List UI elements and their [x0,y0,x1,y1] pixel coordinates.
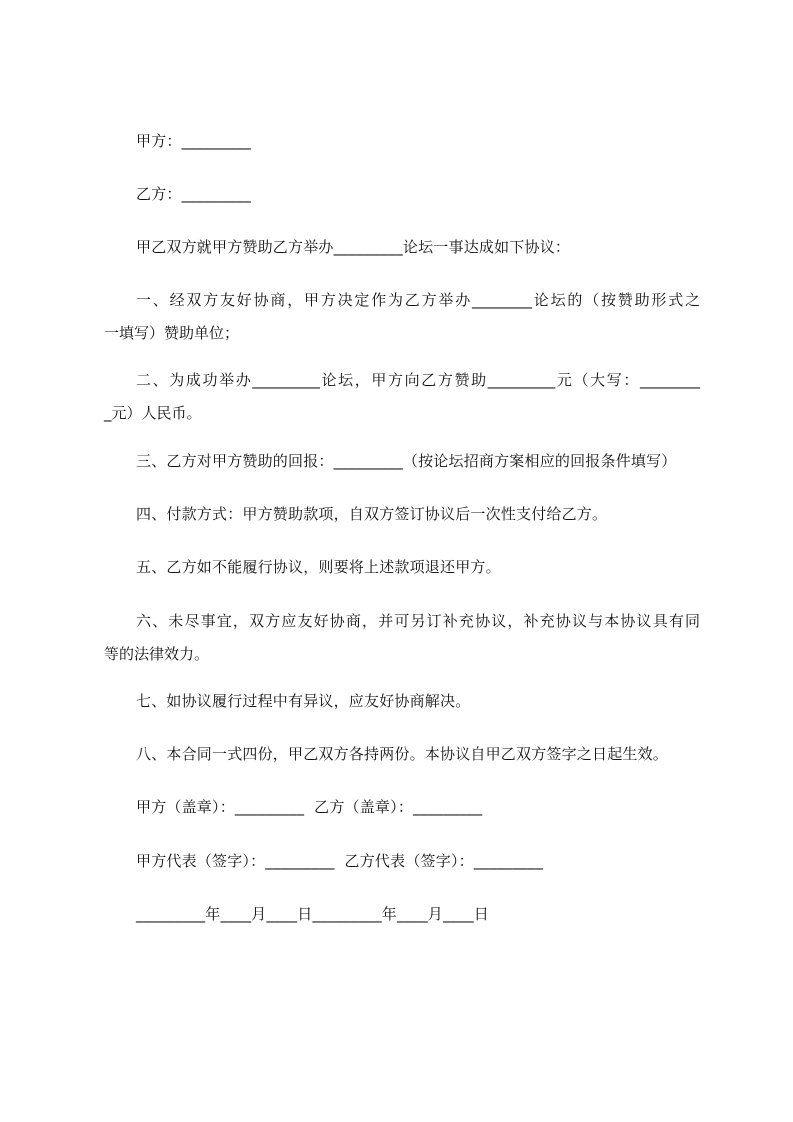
representative-signature-line: 甲方代表（签字）：_________ 乙方代表（签字）：_________ [136,852,544,870]
clause-5: 五、乙方如不能履行协议，则要将上述款项退还甲方。 [136,558,501,576]
clause-6-line-2: 等的法律效力。 [104,645,210,663]
party-a-line: 甲方：_________ [136,132,251,150]
clause-1 [104,290,700,343]
clause-6 [104,611,700,664]
clause-2-line-2: _元）人民币。 [104,404,202,422]
agreement-intro: 甲乙双方就甲方赞助乙方举办_________论坛一事达成如下协议： [136,238,571,256]
seal-signature-line: 甲方（盖章）：_________ 乙方（盖章）：_________ [136,798,483,816]
clause-1-line-2: 一填写）赞助单位； [104,324,240,342]
date-line: _________年____月____日_________年____月____日 [136,905,490,923]
clause-1-line-1: 一、经双方友好协商，甲方决定作为乙方举办________论坛的（按赞助形式之 [136,291,700,309]
clause-6-line-1: 六、未尽事宜，双方应友好协商，并可另订补充协议，补充协议与本协议具有同 [136,612,700,630]
clause-8: 八、本合同一式四份，甲乙双方各持两份。本协议自甲乙双方签字之日起生效。 [136,745,669,763]
clause-3: 三、乙方对甲方赞助的回报：_________（按论坛招商方案相应的回报条件填写） [136,452,677,470]
party-b-line: 乙方：_________ [136,185,251,203]
clause-7: 七、如协议履行过程中有异议，应友好协商解决。 [136,692,471,710]
clause-4: 四、付款方式：甲方赞助款项，自双方签订协议后一次性支付给乙方。 [136,505,608,523]
clause-2 [104,370,700,423]
clause-2-line-1: 二、为成功举办_________论坛，甲方向乙方赞助_________元（大写：________ [136,371,700,389]
